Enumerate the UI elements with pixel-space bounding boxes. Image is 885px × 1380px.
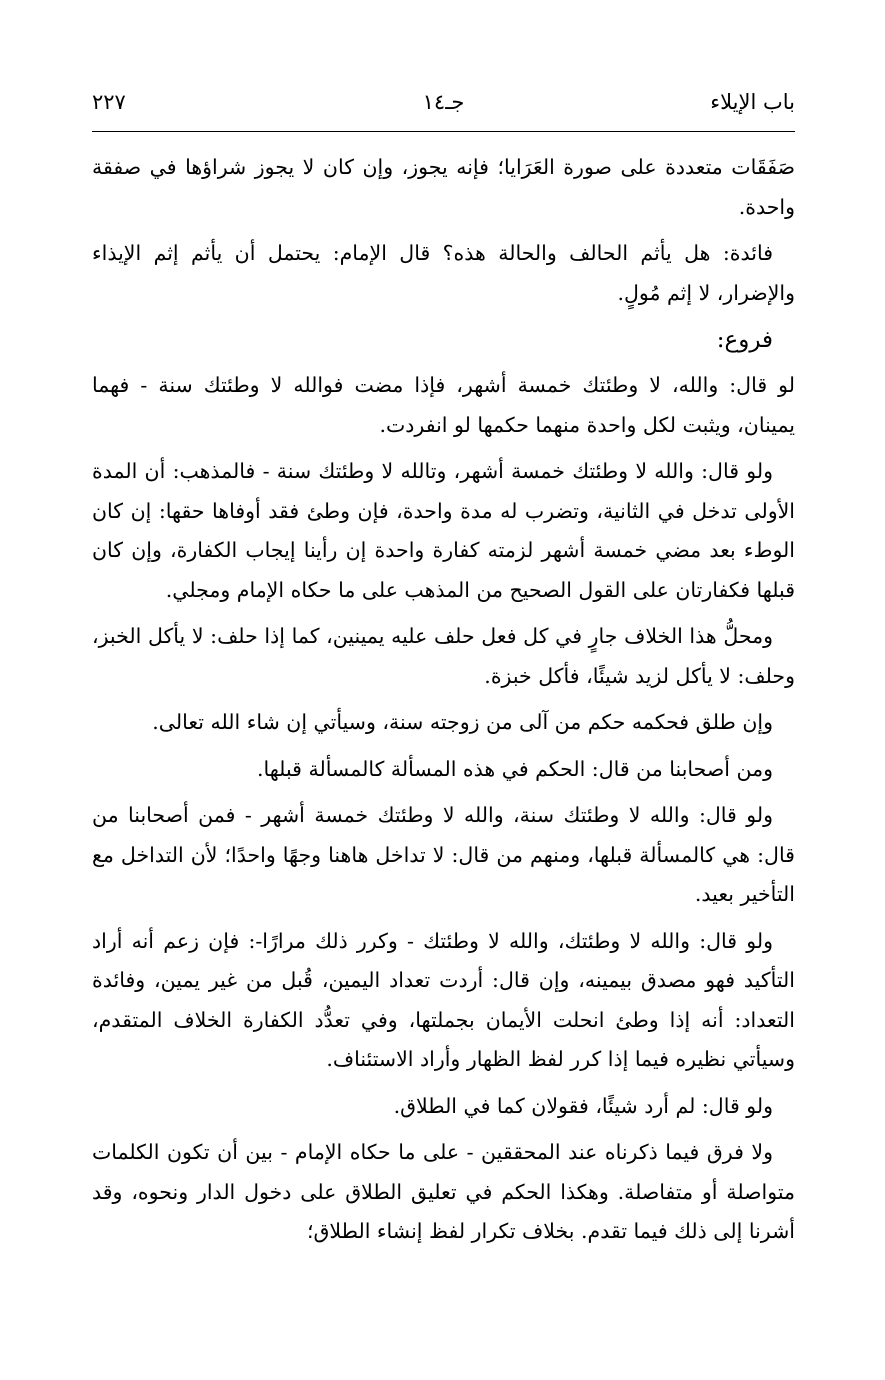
running-header (92, 84, 795, 124)
paragraph: ومحلُّ هذا الخلاف جارٍ في كل فعل حلف عليه يمينين، كما إذا حلف: لا يأكل الخبز، وحلف: لا يأكل لزيد شيئًا، فأكل خبزة. (92, 624, 795, 688)
volume-number: جـ١٤ (422, 90, 465, 114)
paragraph: ولو قال: لم أرد شيئًا، فقولان كما في الطلاق. (393, 1093, 773, 1118)
page-number: ٢٢٧ (92, 90, 126, 114)
header-divider (92, 131, 795, 132)
paragraph: صَفَقَات متعددة على صورة العَرَايا؛ فإنه يجوز، وإن كان لا يجوز شراؤها في صفقة واحدة. (92, 155, 795, 219)
main-text (92, 148, 795, 1259)
chapter-title: باب الإيلاء (710, 90, 795, 114)
paragraph: وإن طلق فحكمه حكم من آلى من زوجته سنة، وسيأتي إن شاء الله تعالى. (152, 710, 773, 734)
paragraph: فائدة: هل يأثم الحالف والحالة هذه؟ قال الإمام: يحتمل أن يأثم إثم الإيذاء والإضرار، لا إثم مُولٍ. (92, 241, 795, 305)
section-heading: فروع: (716, 327, 773, 353)
paragraph: ولو قال: والله لا وطئتك خمسة أشهر، وتالله لا وطئتك سنة - فالمذهب: أن المدة الأولى تدخل في الثانية، وتضرب له مدة واحدة، فإن وطئ فقد أوفاها حقها: إن كان الوطء بعد مضي خمسة أشهر لزمته كفارة واحدة إن رأينا إيجاب الكفارة، وإن كان قبلها فكفارتان على القول الصحيح من المذهب على ما حكاه الإمام ومجلي. (92, 459, 795, 602)
paragraph: ولو قال: والله لا وطئتك، والله لا وطئتك - وكرر ذلك مرارًا-: فإن زعم أنه أراد التأكيد فهو مصدق بيمينه، وإن قال: أردت تعداد اليمين، قُبل من غير يمين، وفائدة التعداد: أنه إذا وطئ انحلت الأيمان بجملتها، وفي تعدُّد الكفارة الخلاف المتقدم، وسيأتي نظيره فيما إذا كرر لفظ الظهار وأراد الاستئناف. (92, 928, 795, 1071)
paragraph: ولو قال: والله لا وطئتك سنة، والله لا وطئتك خمسة أشهر - فمن أصحابنا من قال: هي كالمسألة قبلها، ومنهم من قال: لا تداخل هاهنا وجهًا واحدًا؛ لأن التداخل مع التأخير بعيد. (92, 803, 795, 906)
paragraph: ولا فرق فيما ذكرناه عند المحققين - على ما حكاه الإمام - بين أن تكون الكلمات متواصلة أو متفاصلة. وهكذا الحكم في تعليق الطلاق على دخول الدار ونحوه، وقد أشرنا إلى ذلك فيما تقدم. بخلاف تكرار لفظ إنشاء الطلاق؛ (92, 1140, 795, 1243)
paragraph: لو قال: والله، لا وطئتك خمسة أشهر، فإذا مضت فوالله لا وطئتك سنة - فهما يمينان، ويثبت لكل واحدة منهما حكمها لو انفردت. (92, 373, 795, 437)
paragraph: ومن أصحابنا من قال: الحكم في هذه المسألة كالمسألة قبلها. (256, 756, 773, 781)
